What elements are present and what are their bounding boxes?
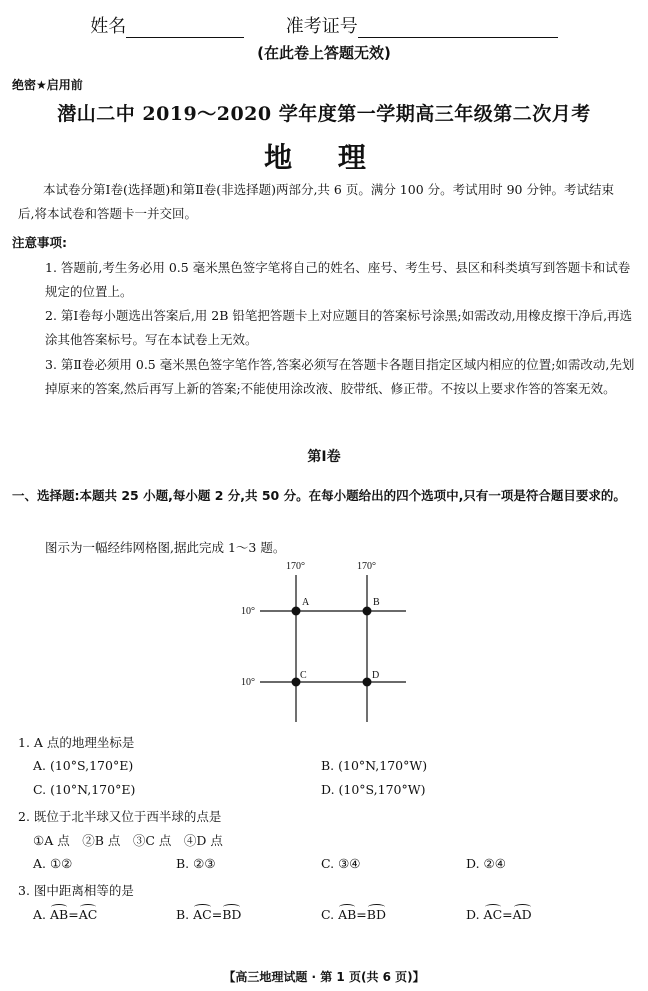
section-heading: [12, 483, 642, 508]
point-a-label: A: [302, 597, 310, 608]
question-1-stem: 1. A 点的地理坐标是: [18, 735, 135, 750]
lat-lon-grid-diagram: [230, 557, 430, 727]
ticket-label: 准考证号: [285, 16, 358, 37]
q3-option-c: C. AB=BD: [321, 907, 386, 922]
lat-label-bottom: 10°: [241, 677, 255, 688]
q1-option-d: D. (10°S,170°W): [321, 782, 426, 797]
name-blank: [126, 19, 244, 38]
question-stem-intro: 图示为一幅经纬网格图,据此完成 1～3 题。: [45, 540, 286, 555]
q1-option-b: B. (10°N,170°W): [321, 758, 428, 773]
section-heading-text: 一、选择题:本题共 25 小题,每小题 2 分,共 50 分。在每小题给出的四个选项中,只有一项是符合题目要求的。: [12, 488, 626, 503]
page-footer: 【高三地理试题 · 第 1 页(共 6 页)】: [223, 970, 425, 984]
point-d-label: D: [372, 670, 380, 681]
q2-option-a: A. ①②: [33, 856, 73, 871]
exam-title: 潜山二中 2019～2020 学年度第一学期高三年级第二次月考: [57, 103, 591, 125]
lon-label-right: 170°: [357, 561, 376, 572]
lon-label-left: 170°: [286, 561, 305, 572]
lat-label-top: 10°: [241, 606, 255, 617]
note-item: 1. 答题前,考生务必用 0.5 毫米黑色签字笔将自己的姓名、座号、考生号、县区和科类填写到答题卡和试卷规定的位置上。: [45, 260, 631, 299]
note-item: 3. 第Ⅱ卷必须用 0.5 毫米黑色签字笔作答,答案必须写在答题卡各题目指定区域内相应的位置;如需改动,先划掉原来的答案,然后再写上新的答案;不能使用涂改液、胶带纸、修正带。不按以上要求作答的答案无效。: [45, 357, 635, 396]
point-b-label: B: [373, 597, 380, 608]
q3-option-b: B. AC=BD: [176, 907, 242, 922]
point-a-dot: [292, 607, 301, 616]
student-info-row: [0, 12, 648, 38]
point-b-dot: [363, 607, 372, 616]
q3-option-a: A. AB=AC: [33, 907, 98, 922]
q2-option-b: B. ②③: [176, 856, 216, 871]
q2-sub-options: ①A 点 ②B 点 ③C 点 ④D 点: [33, 833, 223, 848]
secret-label: 绝密★启用前: [12, 78, 83, 92]
q2-option-d: D. ②④: [466, 856, 506, 871]
q2-option-c: C. ③④: [321, 856, 361, 871]
point-d-dot: [363, 678, 372, 687]
volume-title: 第Ⅰ卷: [307, 449, 341, 465]
note-item: 2. 第Ⅰ卷每小题选出答案后,用 2B 铅笔把答题卡上对应题目的答案标号涂黑;如需改动,用橡皮擦干净后,再选涂其他答案标号。写在本试卷上无效。: [45, 308, 633, 347]
q1-option-c: C. (10°N,170°E): [33, 782, 136, 797]
question-3-stem: 3. 图中距离相等的是: [18, 883, 134, 898]
notes-title: 注意事项:: [12, 235, 67, 250]
subject-title: 地 理: [264, 141, 384, 174]
q1-option-a: A. (10°S,170°E): [33, 758, 134, 773]
ticket-blank: [358, 19, 558, 38]
point-c-label: C: [300, 670, 307, 681]
intro-paragraph: 本试卷分第Ⅰ卷(选择题)和第Ⅱ卷(非选择题)两部分,共 6 页。满分 100 分。考试用时 90 分钟。考试结束后,将本试卷和答题卡一并交回。: [18, 182, 614, 221]
name-label: 姓名: [90, 16, 127, 37]
invalid-note: (在此卷上答题无效): [257, 44, 391, 62]
question-2-stem: 2. 既位于北半球又位于西半球的点是: [18, 809, 222, 824]
q3-option-d: D. AC=AD: [466, 907, 532, 922]
